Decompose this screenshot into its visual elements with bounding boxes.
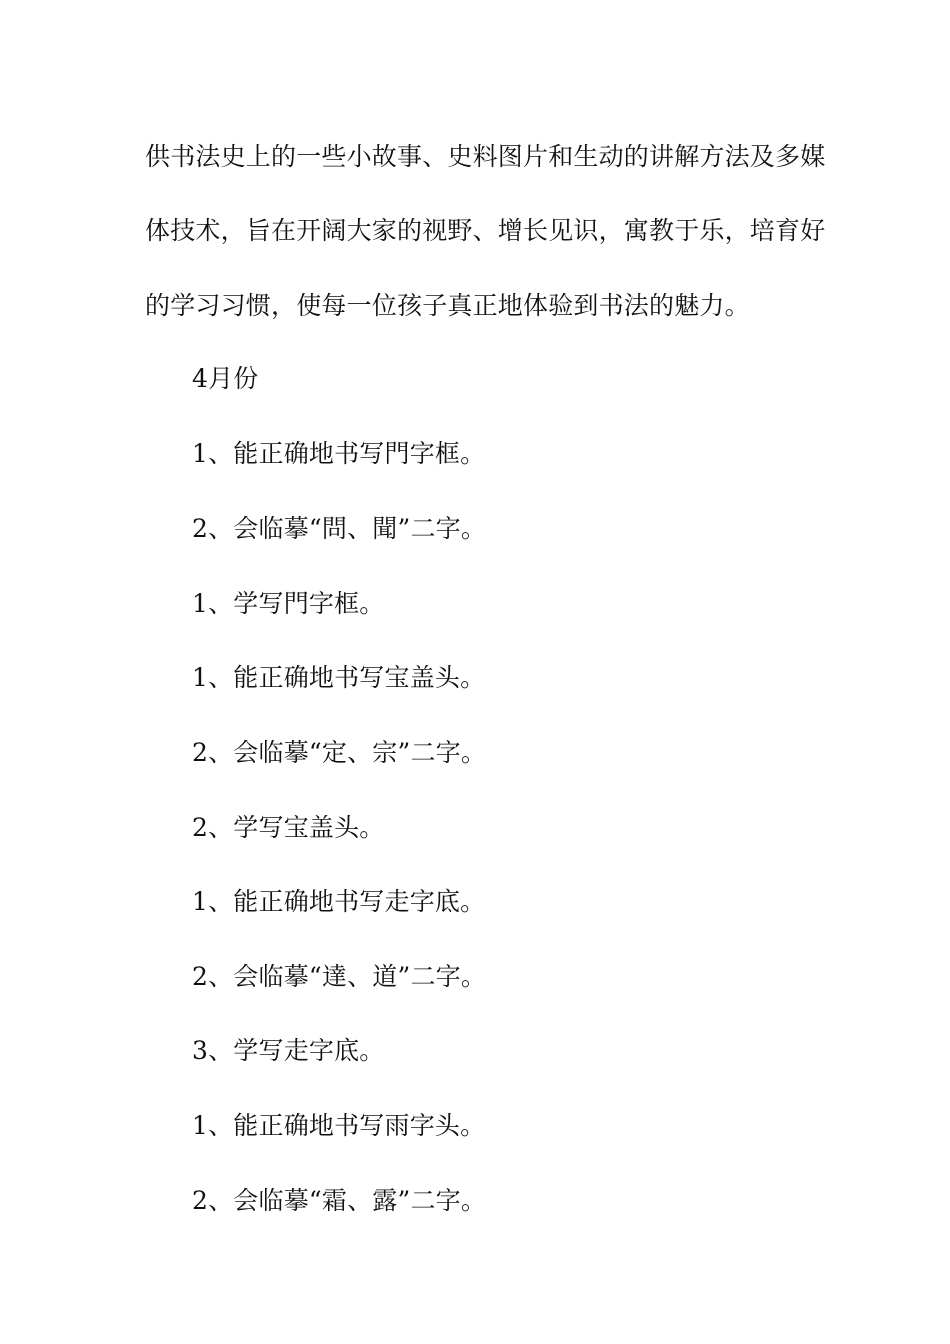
paragraph-line: 体技术，旨在开阔大家的视野、增长见识，寓教于乐，培育好 bbox=[145, 216, 826, 245]
list-item: 2、学写宝盖头。 bbox=[192, 813, 385, 842]
list-item: 1、能正确地书写宝盖头。 bbox=[192, 663, 486, 692]
month-heading: 4月份 bbox=[192, 364, 259, 393]
list-item: 1、能正确地书写門字框。 bbox=[192, 439, 486, 468]
list-item: 2、会临摹“定、宗”二字。 bbox=[192, 738, 487, 767]
list-item: 2、会临摹“霜、露”二字。 bbox=[192, 1186, 487, 1215]
paragraph-line: 的学习习惯，使每一位孩子真正地体验到书法的魅力。 bbox=[145, 291, 750, 320]
list-item: 3、学写走字底。 bbox=[192, 1036, 385, 1065]
list-item: 2、会临摹“達、道”二字。 bbox=[192, 962, 487, 991]
list-item: 1、学写門字框。 bbox=[192, 589, 385, 618]
list-item: 2、会临摹“問、聞”二字。 bbox=[192, 514, 487, 543]
list-item: 1、能正确地书写雨字头。 bbox=[192, 1111, 486, 1140]
list-item: 1、能正确地书写走字底。 bbox=[192, 887, 486, 916]
paragraph-line: 供书法史上的一些小故事、史料图片和生动的讲解方法及多媒 bbox=[145, 142, 826, 171]
